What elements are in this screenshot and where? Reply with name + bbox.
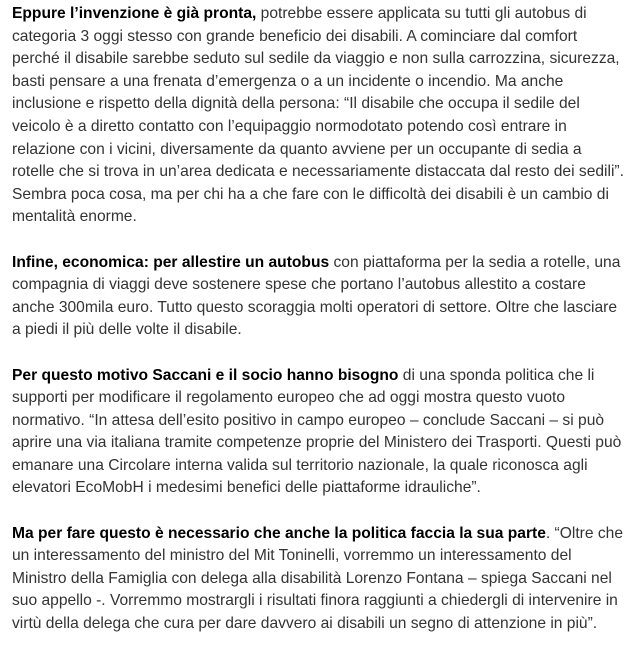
paragraph-appeal	[12, 523, 626, 636]
article-body	[12, 3, 626, 658]
paragraph-lead: Eppure l’invenzione è già pronta,	[12, 5, 257, 22]
paragraph-lead: Ma per fare questo è necessario che anche la politica faccia la sua parte	[12, 524, 546, 542]
paragraph-economic	[12, 252, 626, 342]
paragraph-text: potrebbe essere applicata su tutti gli autobus di categoria 3 oggi stesso con grande beneficio dei disabili. A cominciare dal comfort perché il disabile sarebbe seduto sul sedile da viaggio e non sulla carrozzina, sicurezza, basti pensare a una frenata d’emergenza o a un incidente o incendio. Ma anche inclusione e rispetto della dignità della persona: “Il disabile che occupa il sedile del veicolo è a diretto contatto con l’equipaggio normodotato potendo così entrare in relazione con i vicini, diversamente da quanto avviene per un occupante di sedia a rotelle che si trova in un’area dedicata e necessariamente distaccata dal resto dei sedili”. Sembra poca cosa, ma per chi ha a che fare con le difficoltà dei disabili è un cambio di mentalità enorme.	[12, 5, 624, 226]
paragraph-text: . “Oltre che un interessamento del ministro del Mit Toninelli, vorremmo un interessamento del Ministro della Famiglia con delega alla disabilità Lorenzo Fontana – spiega Saccani nel suo appello -. Vorremmo mostrargli i risultati finora raggiunti a chiedergli di intervenire in virtù della delega che cura per dare davvero ai disabili un segno di attenzione in più”.	[12, 524, 624, 633]
paragraph-text: di una sponda politica che li supporti per modificare il regolamento europeo che ad oggi mostra questo vuoto normativo. “In attesa dell’esito positivo in campo europeo – conclude Saccani – si può aprire una via italiana tramite competenze proprie del Ministero dei Trasporti. Questi può emanare una Circolare interna valida sul territorio nazionale, la quale riconosca agli elevatori EcoMobH i medesimi benefici delle piattaforme idrauliche”.	[12, 366, 622, 497]
paragraph-text: con piattaforma per la sedia a rotelle, una compagnia di viaggi deve sostenere spese che portano l’autobus allestito a costare anche 300mila euro. Tutto questo scoraggia molti operatori di settore. Oltre che lasciare a piedi il più delle volte il disabile.	[12, 253, 621, 339]
paragraph-lead: Infine, economica: per allestire un autobus	[12, 253, 330, 271]
paragraph-invention-ready	[12, 3, 626, 229]
paragraph-political-support	[12, 365, 626, 501]
paragraph-lead: Per questo motivo Saccani e il socio hanno bisogno	[12, 366, 399, 384]
